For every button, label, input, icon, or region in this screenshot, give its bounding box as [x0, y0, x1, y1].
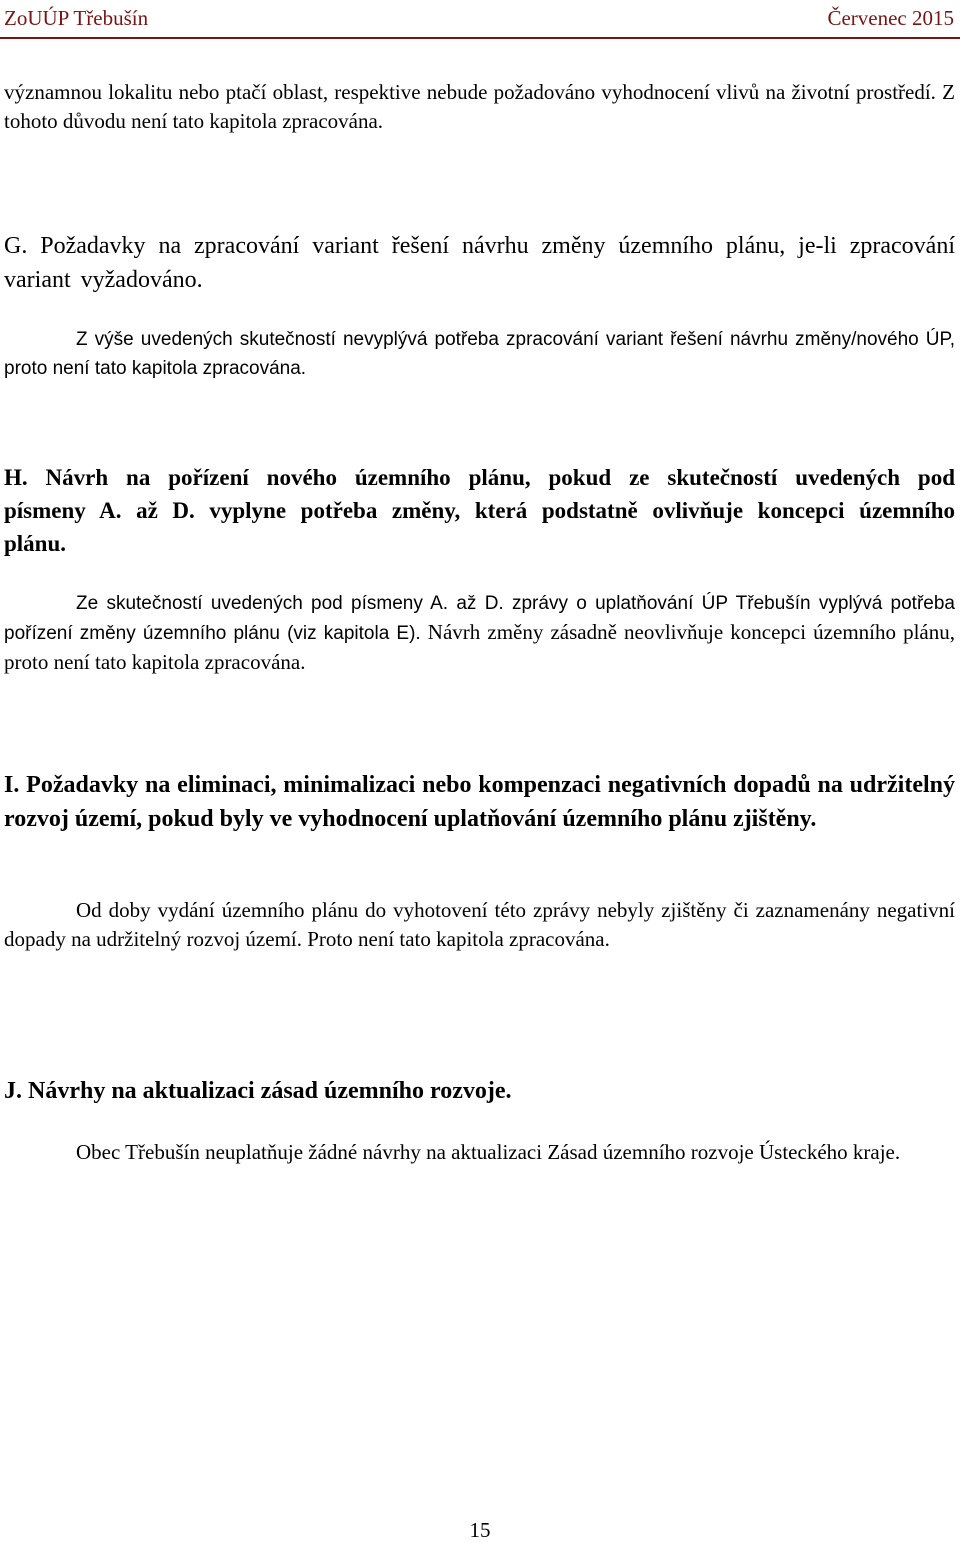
section-j-text-block [4, 1138, 955, 1167]
section-h-heading-block [4, 461, 955, 560]
section-h-paragraph [4, 588, 955, 677]
section-h-text-sans: Ze skutečností uvedených pod písmeny A. až D. zprávy o uplatňování ÚP Třebušín vyplývá potřeba pořízení změny územního plánu (viz kapitola E). [4, 593, 955, 644]
section-g-heading-block [4, 229, 955, 297]
section-i-text-block [4, 896, 955, 954]
section-j-heading: J. Návrhy na aktualizaci zásad územního rozvoje. [4, 1078, 512, 1104]
section-i-paragraph: Od doby vydání územního plánu do vyhotovení této zprávy nebyly zjištěny či zaznamenány negativní dopady na udržitelný rozvoj území. Proto není tato kapitola zpracována. [4, 898, 955, 951]
intro-paragraph-block [4, 78, 955, 136]
header-rule [0, 37, 960, 39]
header-date: Červenec 2015 [827, 6, 954, 30]
section-h-text-serif: Návrh změny zásadně neovlivňuje koncepci územního plánu, proto není tato kapitola zpracována. [4, 620, 956, 674]
page-header [0, 0, 960, 36]
header-document-title: ZoUÚP Třebušín [4, 6, 149, 30]
section-g-heading: G. Požadavky na zpracování variant řešení návrhu změny územního plánu, je-li zpracování variant vyžadováno. [4, 233, 955, 293]
intro-paragraph: významnou lokalitu nebo ptačí oblast, respektive nebude požadováno vyhodnocení vlivů na životní prostředí. Z tohoto důvodu není tato kapitola zpracována. [4, 80, 955, 133]
section-j-heading-block [4, 1074, 955, 1108]
section-h-text-block [4, 588, 955, 677]
section-i-heading: I. Požadavky na eliminaci, minimalizaci nebo kompenzaci negativních dopadů na udržitelný rozvoj území, pokud byly ve vyhodnocení uplatňování územního plánu zjištěny. [4, 772, 955, 832]
section-i-heading-block [4, 768, 955, 836]
page-number: 15 [469, 1518, 491, 1542]
section-g-text-block [4, 325, 955, 383]
section-j-paragraph: Obec Třebušín neuplatňuje žádné návrhy na aktualizaci Zásad územního rozvoje Ústeckého kraje. [76, 1140, 901, 1164]
section-h-heading: H. Návrh na pořízení nového územního plánu, pokud ze skutečností uvedených pod písmeny A. až D. vyplyne potřeba změny, která podstatně ovlivňuje koncepci územního plánu. [4, 465, 955, 556]
section-g-paragraph: Z výše uvedených skutečností nevyplývá potřeba zpracování variant řešení návrhu změny/nového ÚP, proto není tato kapitola zpracována. [4, 329, 955, 379]
